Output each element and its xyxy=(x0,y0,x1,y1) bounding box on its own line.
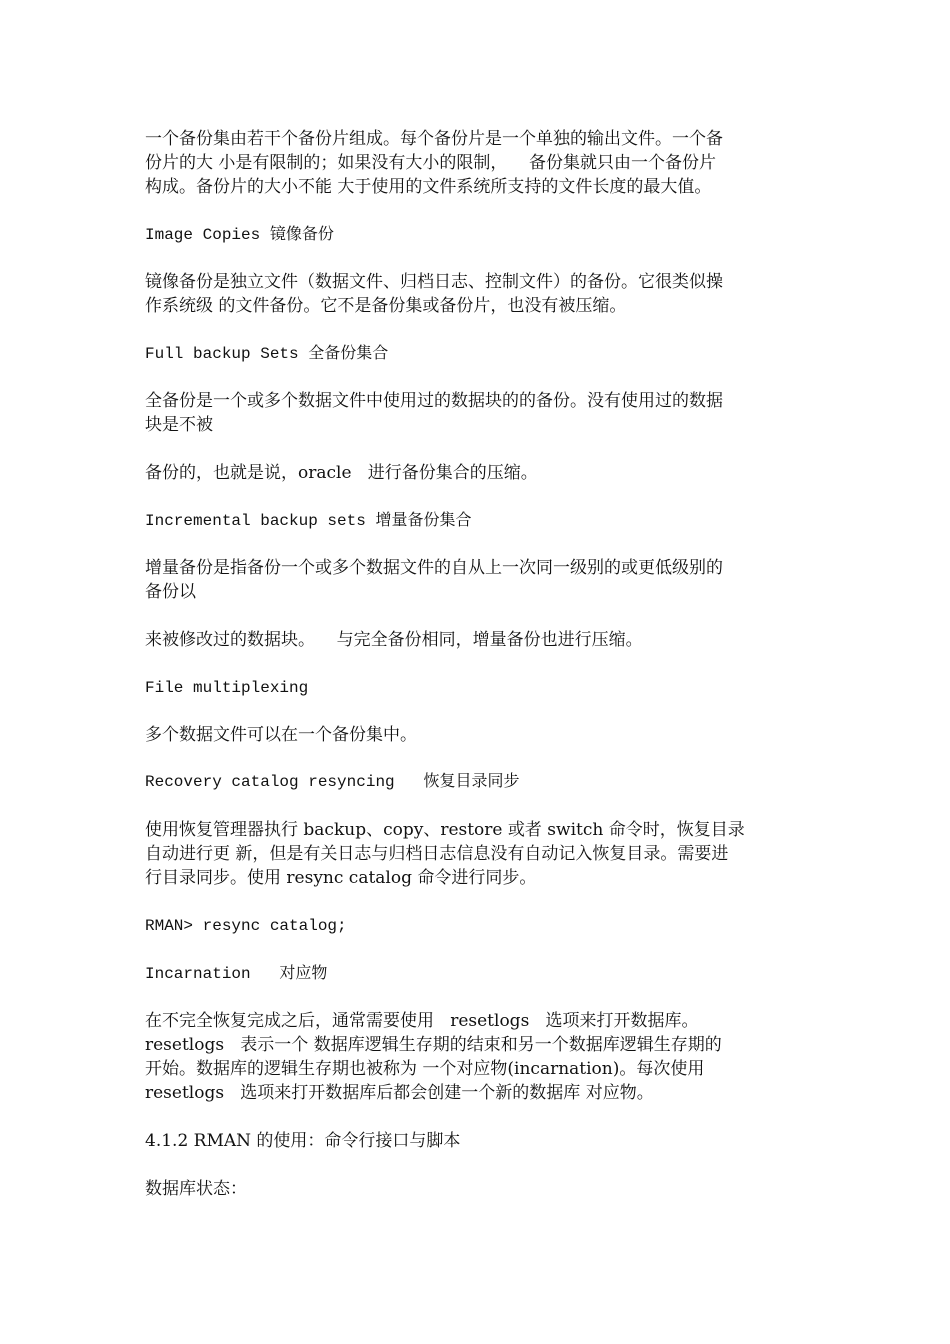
paragraph-line: 数据库状态： xyxy=(145,1179,247,1199)
paragraph-line: 来被修改过的数据块。 与完全备份相同，增量备份也进行压缩。 xyxy=(145,630,643,650)
paragraph-line: 使用恢复管理器执行 backup、copy、restore 或者 switch 命令时，恢复目录 xyxy=(145,820,745,840)
section-heading: File multiplexing xyxy=(145,679,309,697)
paragraph-line: 增量备份是指备份一个或多个数据文件的自从上一次同一级别的或更低级别的 xyxy=(145,558,723,578)
paragraph-line: 备份的，也就是说，oracle 进行备份集合的压缩。 xyxy=(145,463,538,483)
code-line: RMAN> resync catalog; xyxy=(145,917,347,935)
paragraph-line: 自动进行更 新，但是有关日志与归档日志信息没有自动记入恢复目录。需要进 xyxy=(145,844,729,864)
paragraph-line: 备份以 xyxy=(145,582,196,602)
paragraph-line: 多个数据文件可以在一个备份集中。 xyxy=(145,725,417,745)
paragraph-line: 镜像备份是独立文件（数据文件、归档日志、控制文件）的备份。它很类似操 xyxy=(145,272,723,292)
section-heading: Incarnation 对应物 xyxy=(145,965,328,983)
paragraph-line: 开始。数据库的逻辑生存期也被称为 一个对应物(incarnation)。每次使用 xyxy=(145,1059,705,1079)
paragraph-line: 块是不被 xyxy=(145,415,213,435)
paragraph-line: 构成。备份片的大小不能 大于使用的文件系统所支持的文件长度的最大值。 xyxy=(145,177,712,197)
paragraph-line: 作系统级 的文件备份。它不是备份集或备份片，也没有被压缩。 xyxy=(145,296,627,316)
paragraph-line: resetlogs 选项来打开数据库后都会创建一个新的数据库 对应物。 xyxy=(145,1083,654,1103)
section-title: 4.1.2 RMAN 的使用：命令行接口与脚本 xyxy=(145,1131,461,1151)
section-heading: Incremental backup sets 增量备份集合 xyxy=(145,512,472,530)
paragraph-line: resetlogs 表示一个 数据库逻辑生存期的结束和另一个数据库逻辑生存期的 xyxy=(145,1035,722,1055)
paragraph-line: 在不完全恢复完成之后，通常需要使用 resetlogs 选项来打开数据库。 xyxy=(145,1011,699,1031)
section-heading: Image Copies 镜像备份 xyxy=(145,226,334,244)
paragraph-line: 份片的大 小是有限制的；如果没有大小的限制， 备份集就只由一个备份片 xyxy=(145,153,717,173)
paragraph-line: 行目录同步。使用 resync catalog 命令进行同步。 xyxy=(145,868,537,888)
section-heading: Full backup Sets 全备份集合 xyxy=(145,345,389,363)
section-heading: Recovery catalog resyncing 恢复目录同步 xyxy=(145,773,520,791)
paragraph-line: 一个备份集由若干个备份片组成。每个备份片是一个单独的输出文件。一个备 xyxy=(145,129,723,149)
paragraph-line: 全备份是一个或多个数据文件中使用过的数据块的的备份。没有使用过的数据 xyxy=(145,391,723,411)
